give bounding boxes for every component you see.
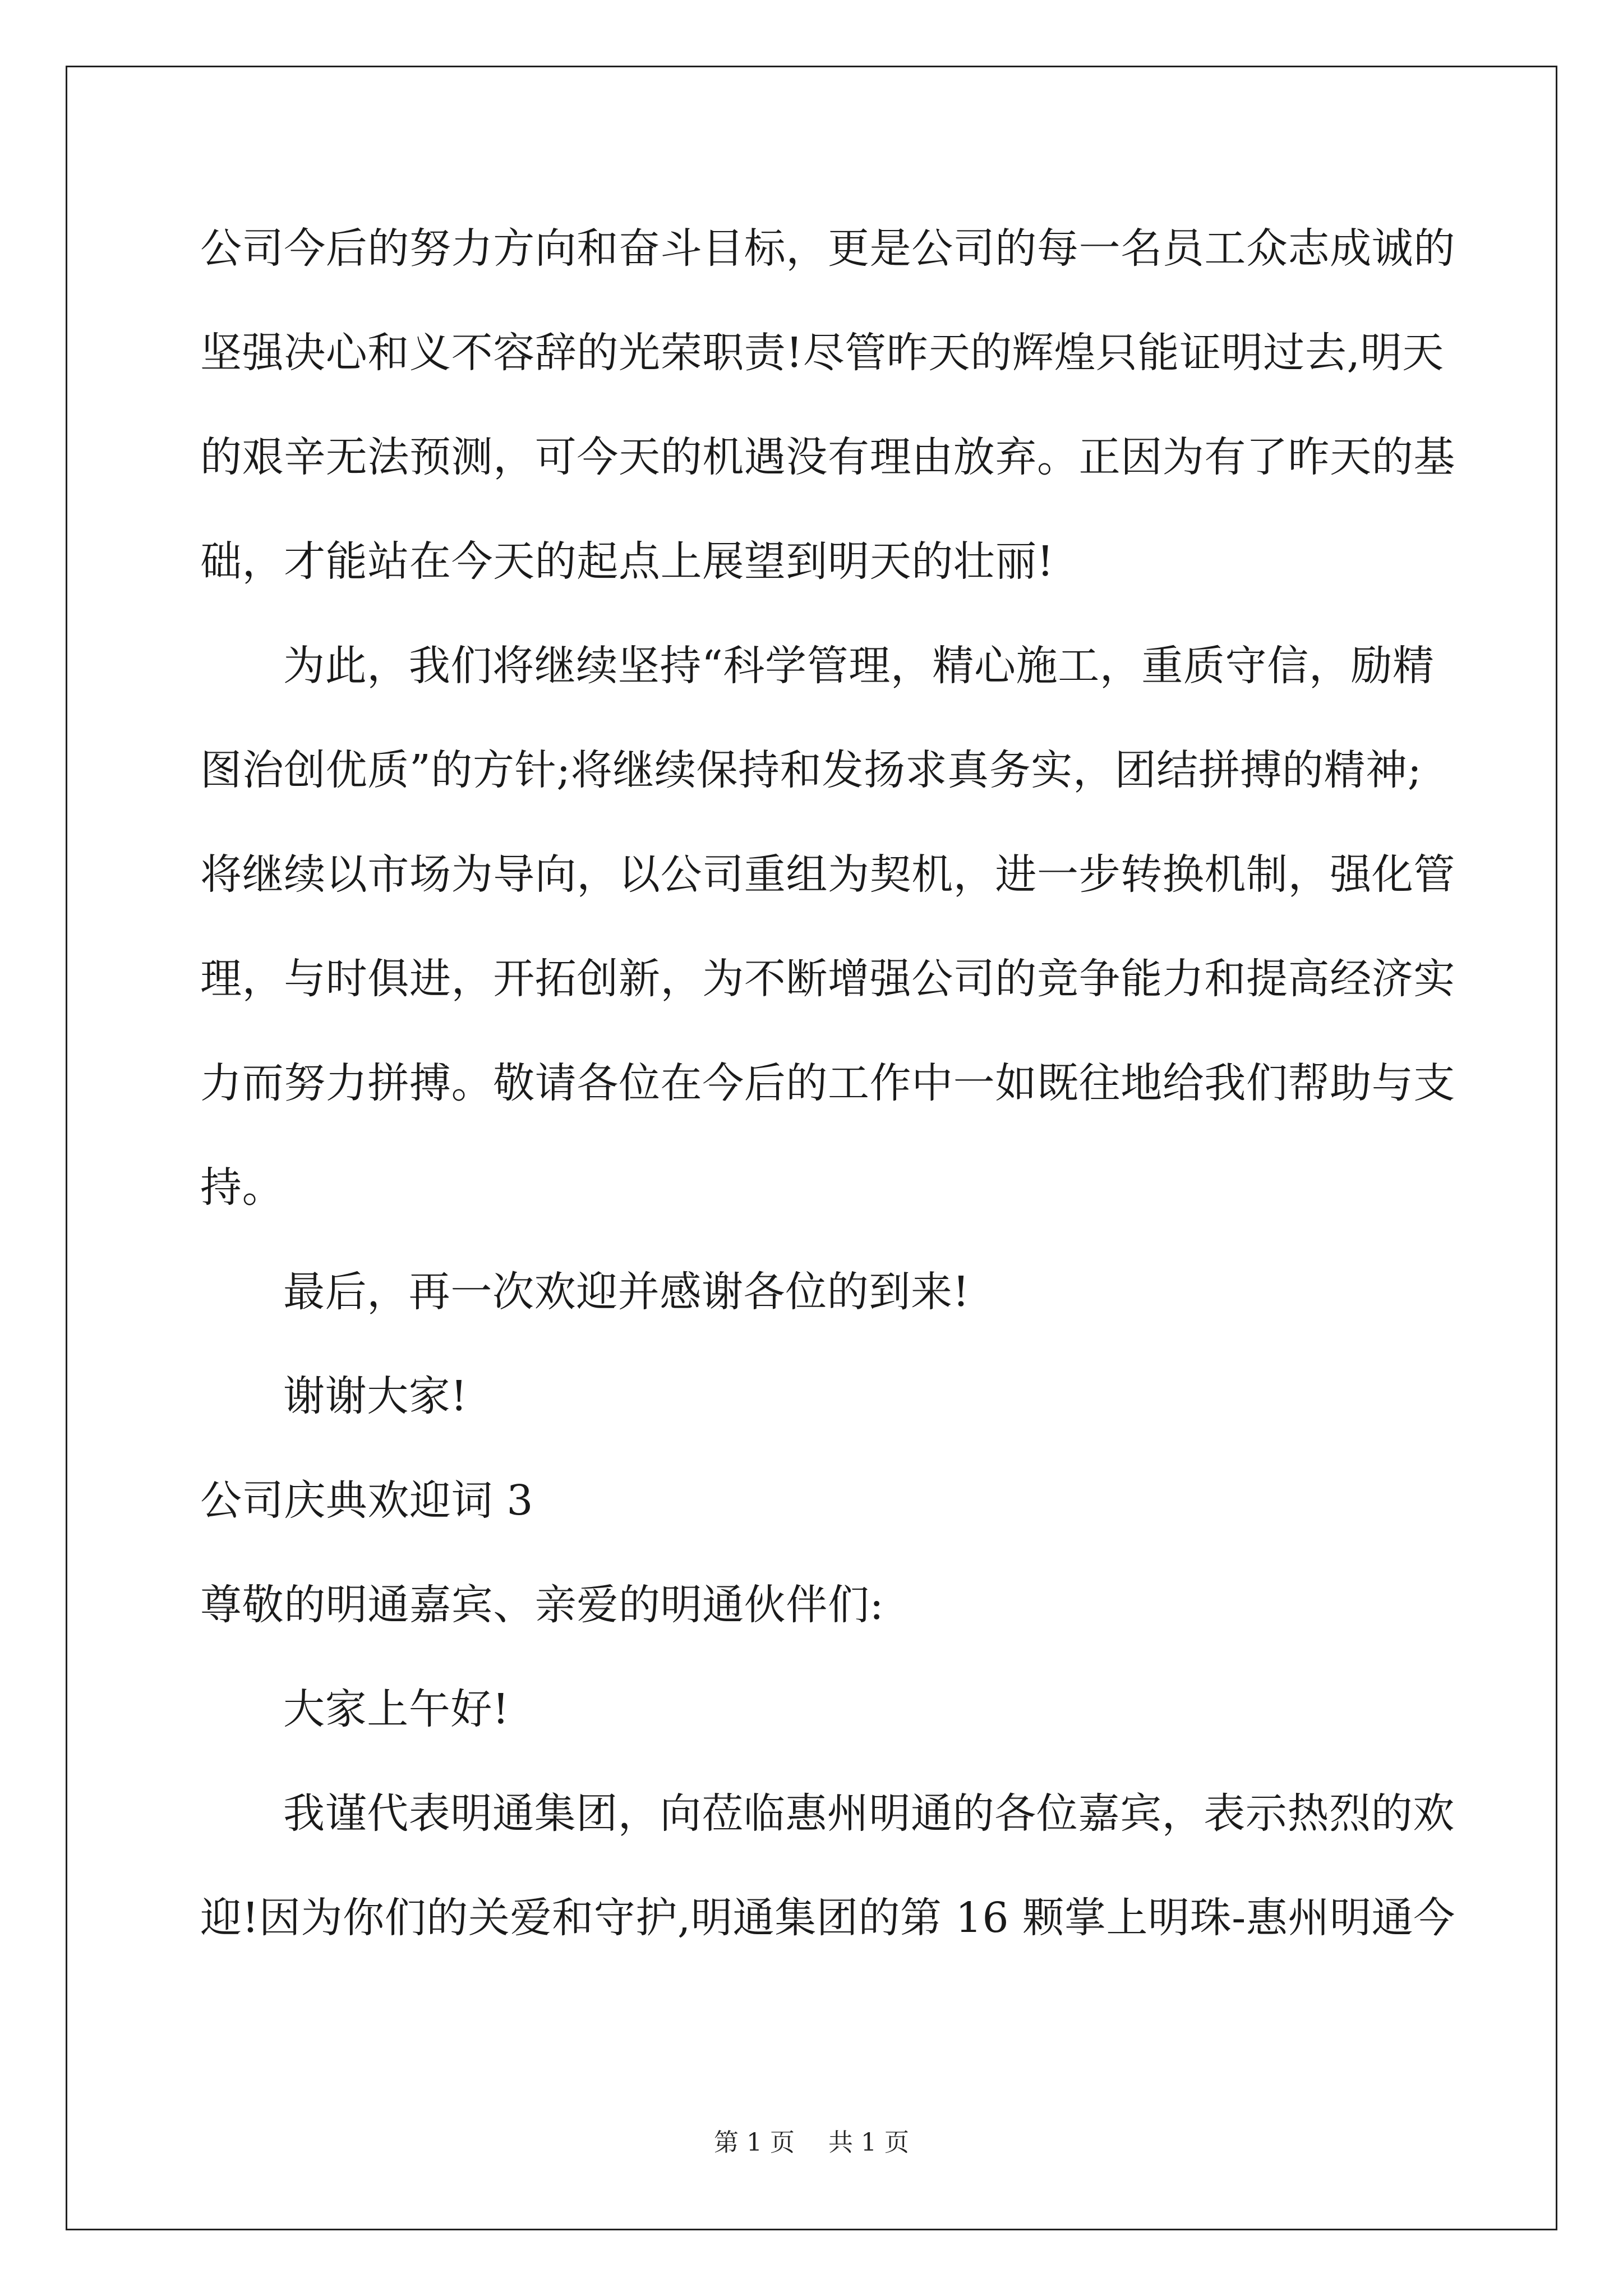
text-line: 础，才能站在今天的起点上展望到明天的壮丽!: [200, 537, 1054, 586]
text-line: 持。: [200, 1163, 284, 1212]
page-footer: [0, 2126, 1623, 2160]
text-line: 我谨代表明通集团，向莅临惠州明通的各位嘉宾，表示热烈的欢: [283, 1789, 1455, 1838]
text-line: 坚强决心和义不容辞的光荣职责!尽管昨天的辉煌只能证明过去,明天: [200, 329, 1444, 377]
document-body: [200, 213, 1455, 1987]
text-line: 公司今后的努力方向和奋斗目标，更是公司的每一名员工众志成诚的: [200, 224, 1455, 273]
text-line: 图治创优质”的方针;将继续保持和发扬求真务实，团结拼搏的精神;: [200, 746, 1422, 794]
text-line: 力而努力拼搏。敬请各位在今后的工作中一如既往地给我们帮助与支: [200, 1059, 1455, 1107]
salutation: 尊敬的明通嘉宾、亲爱的明通伙伴们:: [200, 1581, 884, 1629]
text-line: 将继续以市场为导向，以公司重组为契机，进一步转换机制，强化管: [200, 850, 1455, 899]
text-line: 最后，再一次欢迎并感谢各位的到来!: [283, 1268, 970, 1316]
text-line: 为此，我们将继续坚持“科学管理，精心施工，重质守信，励精: [283, 642, 1435, 690]
greeting: 大家上午好!: [283, 1685, 510, 1733]
page-total: 共 1 页: [828, 2128, 909, 2157]
section-heading: 公司庆典欢迎词 3: [200, 1476, 534, 1525]
text-line: 的艰辛无法预测，可今天的机遇没有理由放弃。正因为有了昨天的基: [200, 433, 1455, 481]
text-line: 迎!因为你们的关爱和守护,明通集团的第 16 颗掌上明珠-惠州明通今: [200, 1894, 1455, 1942]
text-line: 谢谢大家!: [283, 1372, 468, 1420]
text-line: 理，与时俱进，开拓创新，为不断增强公司的竞争能力和提高经济实: [200, 955, 1455, 1003]
page-number: 第 1 页: [714, 2128, 795, 2157]
